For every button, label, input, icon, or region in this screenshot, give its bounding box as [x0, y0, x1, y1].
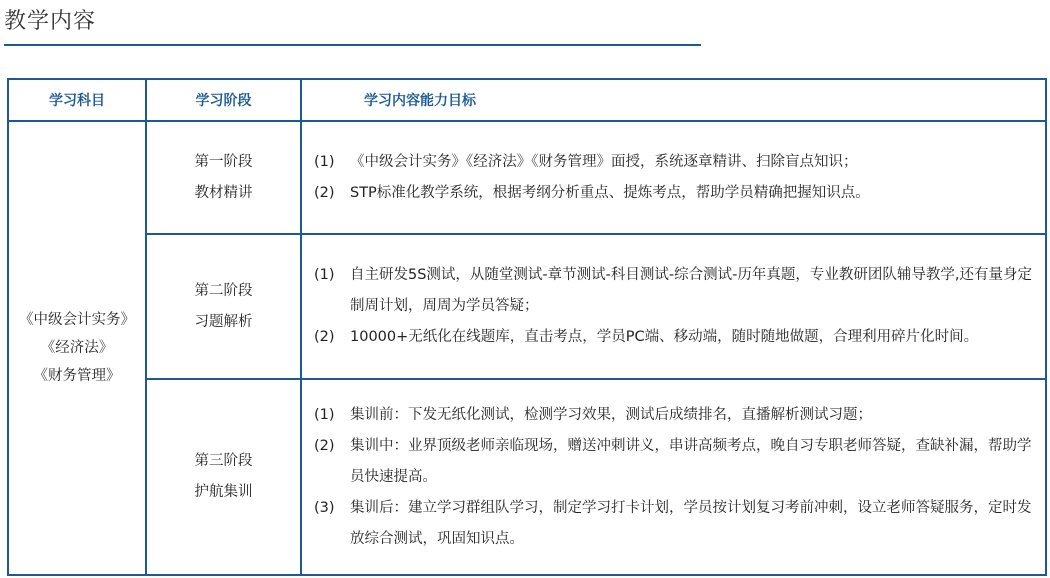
header-subject: 学习科目 — [8, 79, 146, 121]
stage-name: 护航集训 — [194, 484, 253, 500]
goal-text: 集训后：建立学习群组队学习，制定学习打卡计划，学员按计划复习考前冲刺，设立老师答疑服务，定时发放综合测试，巩固知识点。 — [350, 499, 1032, 547]
subject-name: 《经济法》 — [40, 340, 114, 356]
stage-cell — [146, 234, 301, 379]
title-underline — [4, 44, 701, 46]
goal-number: (1) — [314, 267, 335, 283]
goal-item — [314, 400, 1035, 431]
goal-number: (2) — [314, 184, 335, 201]
goal-cell — [301, 234, 1046, 379]
table-header-row — [8, 79, 1046, 121]
header-stage: 学习阶段 — [146, 79, 301, 121]
goal-item — [314, 260, 1035, 322]
goal-number: (1) — [314, 406, 335, 423]
goal-text: 集训前：下发无纸化测试，检测学习效果，测试后成绩排名，直播解析测试习题； — [350, 406, 872, 423]
goal-text: 《中级会计实务》《经济法》《财务管理》面授，系统逐章精讲、扫除盲点知识； — [350, 153, 858, 170]
goal-item — [314, 431, 1035, 493]
stage-number: 第一阶段 — [194, 153, 253, 170]
stage-number: 第二阶段 — [194, 282, 253, 299]
subject-cell — [8, 121, 146, 575]
goal-number: (3) — [314, 499, 335, 516]
goal-number: (1) — [314, 153, 335, 170]
goal-text: 集训中：业界顶级老师亲临现场，赠送冲刺讲义，串讲高频考点，晚自习专职老师答疑，查缺补漏，帮助学员快速提高。 — [350, 437, 1032, 485]
goal-item — [314, 178, 1035, 209]
subject-name: 《财务管理》 — [33, 368, 121, 384]
goal-cell — [301, 121, 1046, 234]
subject-name: 《中级会计实务》 — [19, 312, 135, 328]
goal-text: 10000+无纸化在线题库，直击考点，学员PC端、移动端，随时随地做题，合理利用碎片化时间。 — [350, 329, 979, 345]
stage-cell — [146, 379, 301, 575]
stage-cell — [146, 121, 301, 234]
table-row — [8, 379, 1046, 575]
table-row — [8, 234, 1046, 379]
table-row — [8, 121, 1046, 234]
teaching-content-table — [7, 78, 1047, 576]
page-title: 教学内容 — [4, 9, 97, 34]
stage-number: 第三阶段 — [194, 453, 253, 469]
goal-item — [314, 147, 1035, 178]
stage-name: 习题解析 — [194, 313, 253, 330]
goal-item — [314, 322, 1035, 353]
goal-item — [314, 493, 1035, 555]
goal-text: 自主研发5S测试，从随堂测试-章节测试-科目测试-综合测试-历年真题，专业教研团队辅导教学,还有量身定制周计划，周周为学员答疑； — [350, 267, 1032, 314]
stage-name: 教材精讲 — [194, 184, 253, 201]
goal-text: STP标准化教学系统，根据考纲分析重点、提炼考点，帮助学员精确把握知识点。 — [350, 184, 870, 201]
goal-number: (2) — [314, 329, 335, 345]
goal-cell — [301, 379, 1046, 575]
header-goals: 学习内容能力目标 — [301, 79, 1046, 121]
goal-number: (2) — [314, 437, 335, 454]
